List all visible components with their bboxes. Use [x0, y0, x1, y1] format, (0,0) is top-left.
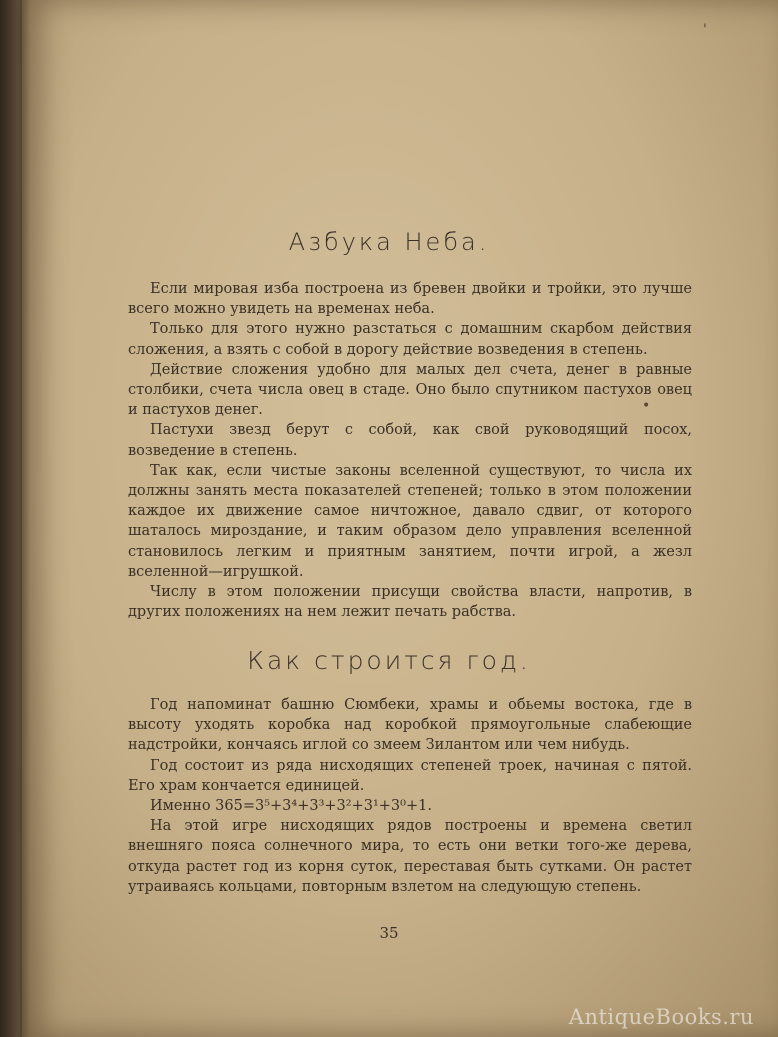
paragraph: Числу в этом положении присущи свойства власти, напротив, в других положениях на нем лежит печать рабства. [128, 584, 692, 621]
paragraph: На этой игре нисходящих рядов построены и времена светил внешняго пояса солнечного мира, то есть они ветки того-же дерева, откуда растет год из корня суток, переставая быть сутками. Он растет утраиваясь кольцами, повторным взлетом на следующую степень. [128, 818, 692, 895]
section-title-kak-stroitsya-god: Как строится год. [247, 646, 531, 675]
page-number: 35 [379, 924, 399, 942]
paragraph: Если мировая изба построена из бревен двойки и тройки, это лучше всего можно увидеть на временах неба. [128, 281, 692, 318]
paragraph: Действие сложения удобно для малых дел счета, денег в равные столбики, счета числа овец в стаде. Оно было спутником пастухов овец и пастухов денег. [128, 361, 692, 419]
section-title-azbuka-neba: Азбука Неба. [288, 228, 490, 256]
ink-speck: • [642, 398, 651, 414]
watermark: AntiqueBooks.ru [568, 1005, 754, 1029]
paragraph: Именно 365=3⁵+3⁴+3³+3²+3¹+3⁰+1. [150, 798, 432, 815]
paragraph: Так как, если чистые законы вселенной существуют, то числа их должны занять места показателей степеней; только в этом положении каждое их движение самое ничтожное, давало сдвиг, от которого шаталось мироздание, и таким образом дело управления вселенной становилось легким и приятным занятием, почти игрой, а жезл вселенной—игрушкой. [128, 462, 692, 580]
book-spine [0, 0, 30, 1037]
ink-speck: ' [703, 22, 707, 38]
paragraph: Пастухи звезд берут с собой, как свой руководящий посох, возведение в степень. [128, 422, 692, 459]
paragraph: Год напоминат башню Сюмбеки, храмы и обьемы востока, где в высоту уходять коробка над коробкой прямоугольные слабеющие надстройки, кончаясь иглой со змеем Зилантом или чем нибудь. [128, 697, 692, 754]
section-body-kak-stroitsya-god [128, 695, 692, 897]
paragraph: Только для этого нужно разстаться с домашним скарбом действия сложения, а взять с собой в дорогу действие возведения в степень. [128, 321, 692, 358]
paragraph: Год состоит из ряда нисходящих степеней троек, начиная с пятой. Его храм кончается единицей. [128, 757, 692, 794]
section-body-azbuka-neba [128, 279, 692, 622]
